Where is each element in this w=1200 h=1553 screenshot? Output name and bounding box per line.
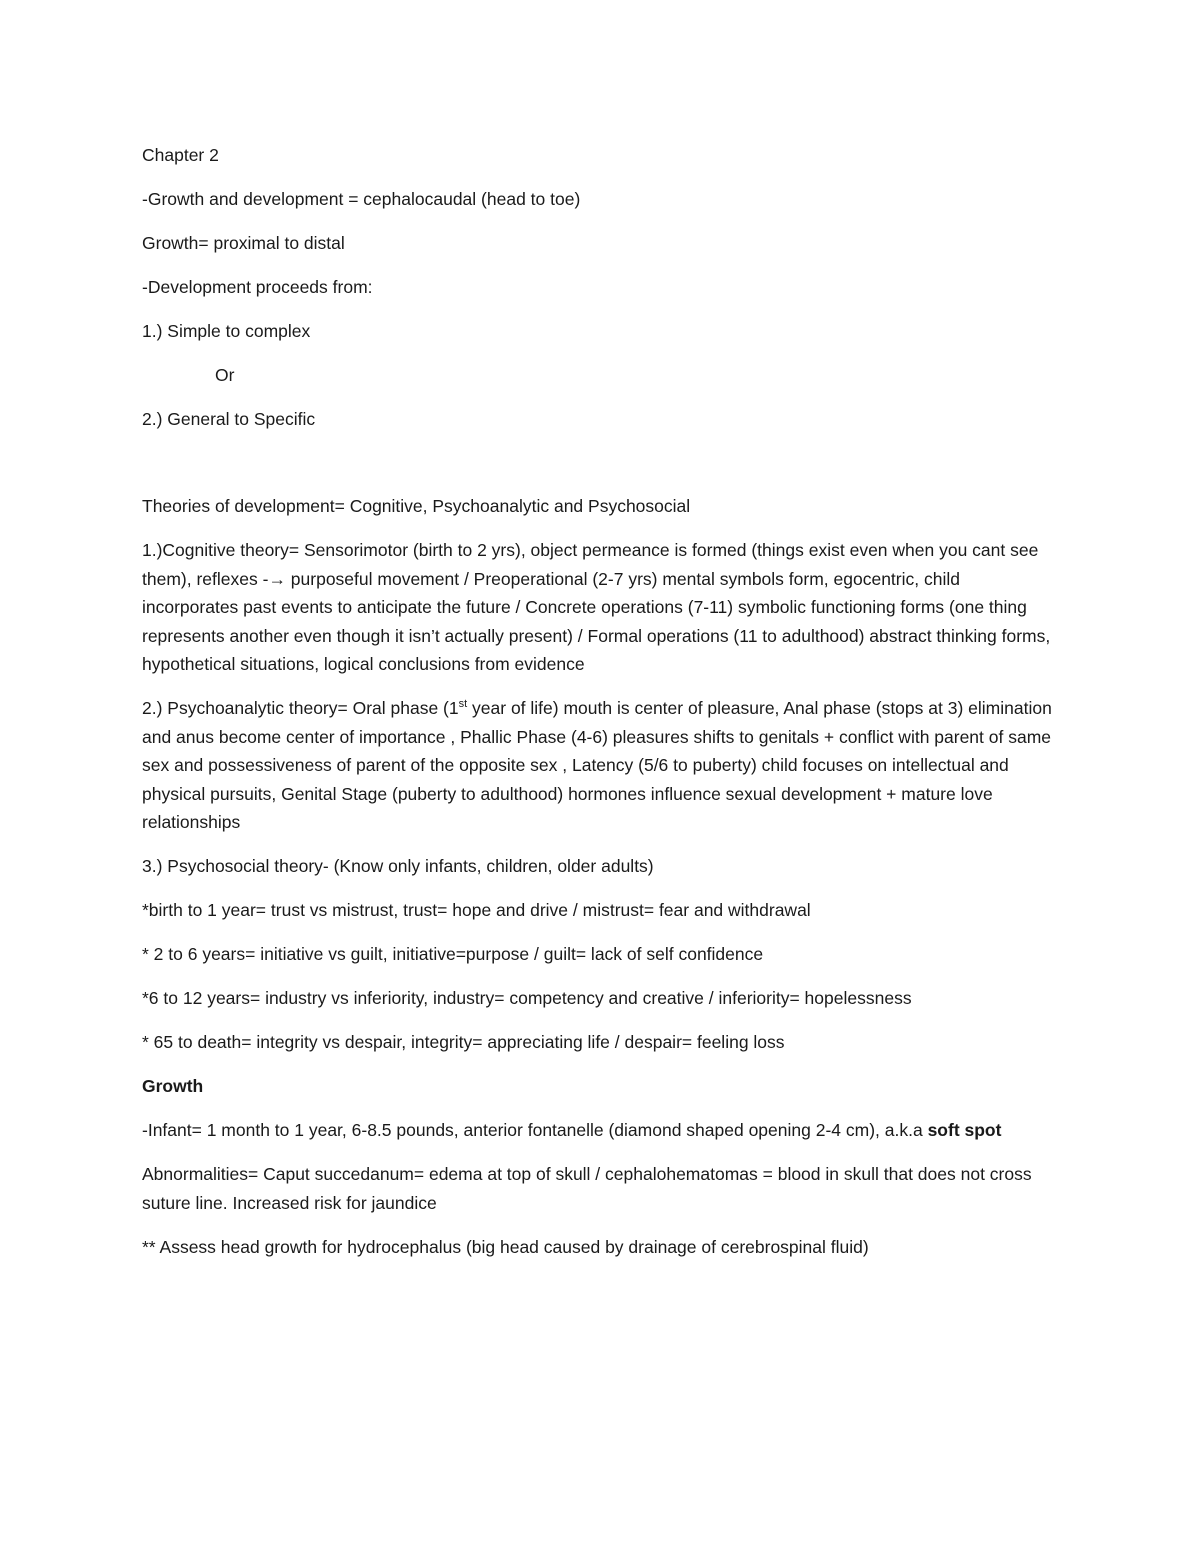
growth-development-line: -Growth and development = cephalocaudal (head to toe)	[142, 189, 581, 209]
psychoanalytic-text-1: 2.) Psychoanalytic theory= Oral phase (1	[142, 698, 459, 718]
chapter-title: Chapter 2	[142, 145, 219, 165]
general-to-specific-line: 2.) General to Specific	[142, 409, 316, 429]
development-proceeds-line: -Development proceeds from:	[142, 277, 373, 297]
psychosocial-heading: 3.) Psychosocial theory- (Know only infants, children, older adults)	[142, 856, 654, 876]
infant-text: -Infant= 1 month to 1 year, 6-8.5 pounds, anterior fontanelle (diamond shaped opening 2-4 cm), a.k.a	[142, 1120, 928, 1140]
cognitive-theory-paragraph	[142, 536, 1057, 679]
psychoanalytic-text-2: year of life) mouth is center of pleasure, Anal phase (stops at 3) elimination and anus become center of importance , Phallic Phase (4-6) pleasures shifts to genitals + conflict with parent of same sex and possessiveness of parent of the opposite sex , Latency (5/6 to puberty) child focuses on intellectual and physical pursuits, Genital Stage (puberty to adulthood) hormones influence sexual development + mature love relationships	[142, 698, 1052, 832]
psychoanalytic-theory-paragraph	[142, 694, 1057, 837]
soft-spot-text: soft spot	[927, 1120, 1002, 1140]
cognitive-text-2: purposeful movement / Preoperational (2-7 yrs) mental symbols form, egocentric, child incorporates past events to anticipate the future / Concrete operations (7-11) symbolic functioning forms (one thing represents another even though it isn’t actually present) / Formal operations (11 to adulthood) abstract thinking forms, hypothetical situations, logical conclusions from evidence	[142, 568, 1051, 674]
psychosocial-item: *birth to 1 year= trust vs mistrust, trust= hope and drive / mistrust= fear and withdrawal	[142, 900, 811, 920]
growth-heading: Growth	[142, 1076, 204, 1096]
right-arrow-icon: →	[268, 568, 286, 589]
assess-paragraph: ** Assess head growth for hydrocephalus (big head caused by drainage of cerebrospinal fluid)	[142, 1236, 869, 1257]
psychosocial-item: * 2 to 6 years= initiative vs guilt, initiative=purpose / guilt= lack of self confidence	[142, 944, 764, 964]
infant-paragraph	[142, 1116, 1057, 1145]
abnormalities-paragraph: Abnormalities= Caput succedanum= edema at top of skull / cephalohematomas = blood in skull that does not cross suture line. Increased risk for jaundice	[142, 1164, 1032, 1213]
simple-to-complex-line: 1.) Simple to complex	[142, 321, 311, 341]
psychosocial-item: *6 to 12 years= industry vs inferiority, industry= competency and creative / inferiority= hopelessness	[142, 988, 912, 1008]
document-body	[142, 141, 1057, 1277]
superscript-st: st	[458, 698, 468, 711]
blank-line	[142, 449, 1057, 492]
or-line: Or	[215, 365, 235, 385]
theories-heading: Theories of development= Cognitive, Psychoanalytic and Psychosocial	[142, 496, 691, 516]
psychosocial-item: * 65 to death= integrity vs despair, integrity= appreciating life / despair= feeling loss	[142, 1032, 785, 1052]
growth-line: Growth= proximal to distal	[142, 233, 345, 253]
cognitive-text-1: 1.)Cognitive theory= Sensorimotor (birth to 2 yrs), object permeance is formed (things exist even when you cant see them), reflexes -	[142, 540, 1039, 589]
